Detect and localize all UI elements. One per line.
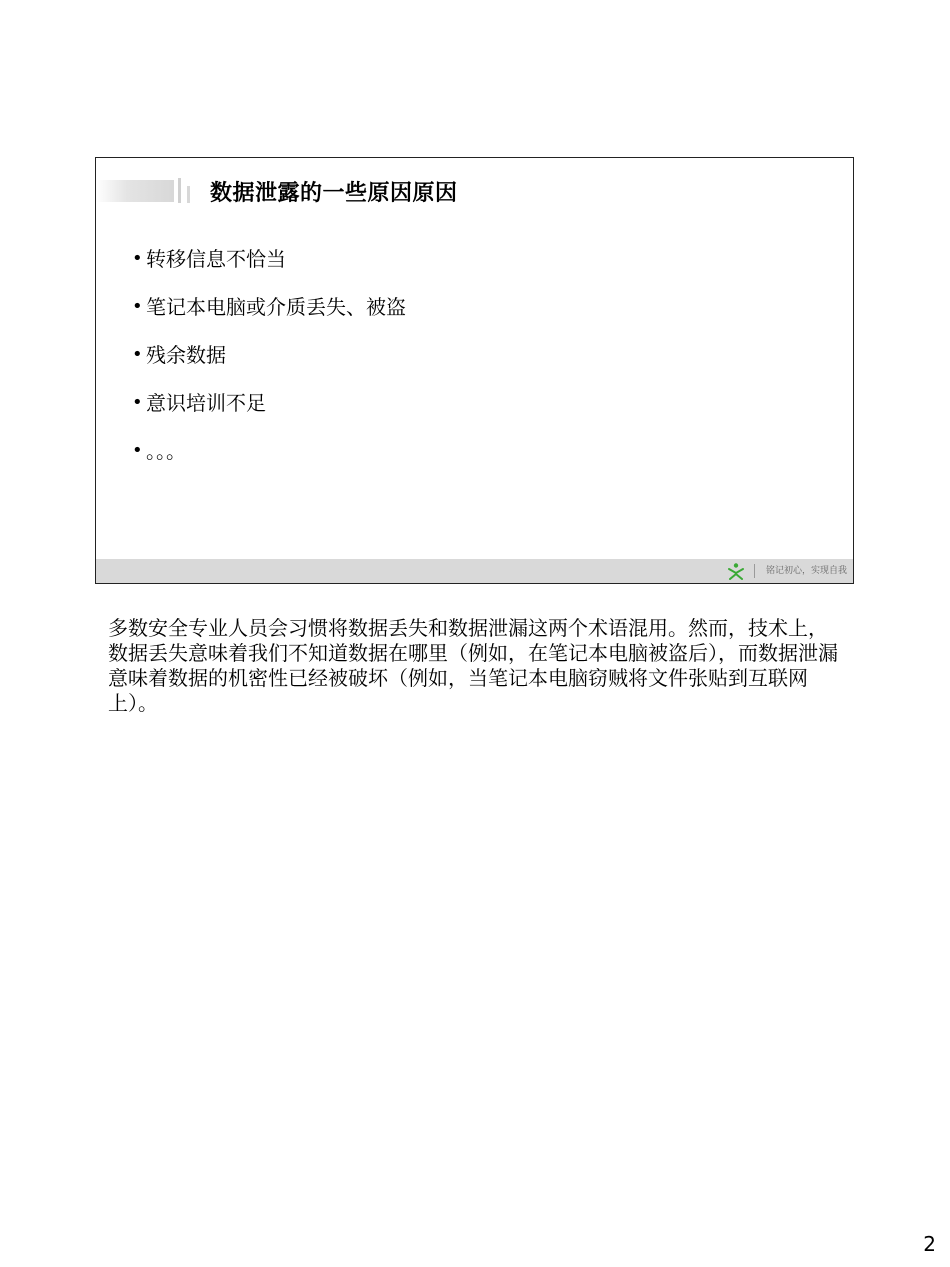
bullet-text: 笔记本电脑或介质丢失、被盗 <box>146 295 406 319</box>
bullet-item <box>132 292 406 340</box>
bullet-item <box>132 388 406 436</box>
bullet-text: 意识培训不足 <box>146 391 266 415</box>
bullet-item <box>132 340 406 388</box>
bullet-text: 。。。 <box>146 439 186 463</box>
slide-title: 数据泄露的一些原因原因 <box>210 181 458 206</box>
bullet-item <box>132 436 406 484</box>
bullet-text: 残余数据 <box>146 343 226 367</box>
footer-slogan: 铭记初心，实现自我 <box>765 566 847 576</box>
bullet-list <box>132 244 406 484</box>
title-decoration-tick <box>178 178 181 203</box>
bullet-text: 转移信息不恰当 <box>146 247 286 271</box>
footer-separator <box>754 564 755 578</box>
speaker-notes: 多数安全专业人员会习惯将数据丢失和数据泄漏这两个术语混用。然而，技术上，数据丢失意味着我们不知道数据在哪里（例如，在笔记本电脑被盗后），而数据泄漏意味着数据的机密性已经被破坏（例如，当笔记本电脑窃贼将文件张贴到互联网上）。 <box>108 616 838 715</box>
bullet-marker: • <box>132 440 143 461</box>
bullet-item <box>132 244 406 292</box>
bullet-marker: • <box>132 392 143 413</box>
bullet-marker: • <box>132 248 143 269</box>
slide-frame <box>95 157 854 584</box>
slide-footer <box>96 559 853 583</box>
person-logo-icon <box>727 562 745 580</box>
page-number: 2 <box>923 1232 936 1256</box>
title-decoration-tick <box>187 186 190 203</box>
title-decoration-bar <box>96 180 174 202</box>
bullet-marker: • <box>132 344 143 365</box>
bullet-marker: • <box>132 296 143 317</box>
